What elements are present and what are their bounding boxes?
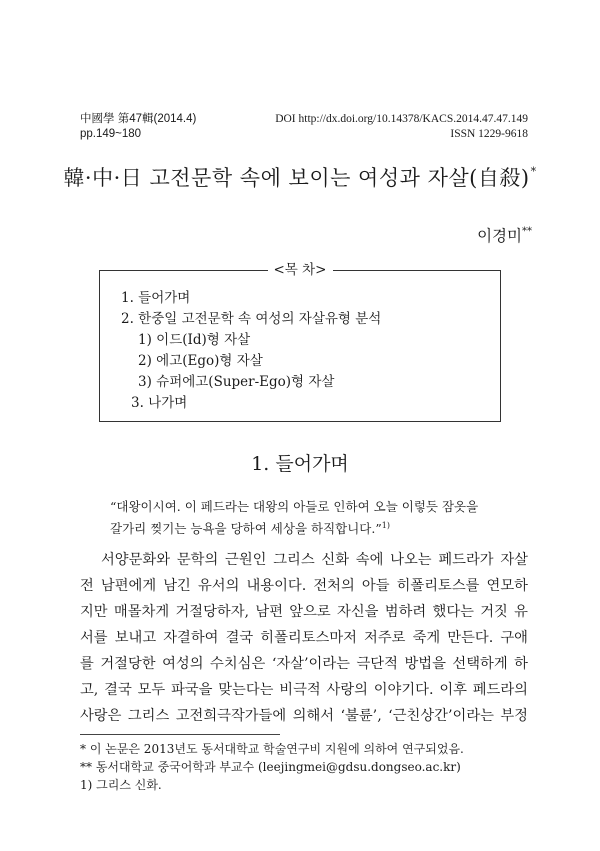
body-line: 지만 매몰차게 거절당하자, 남편 앞으로 자신을 범하려 했다는 거짓 유 (80, 604, 528, 620)
body-line: 사랑은 그리스 고전희극작가들에 의해서 ‘불륜’, ‘근친상간’이라는 부정 (80, 708, 528, 724)
quote-line-text: 갈가리 찢기는 능욕을 당하여 세상을 하직합니다.” (110, 521, 382, 536)
issn-line: ISSN 1229-9618 (450, 128, 528, 140)
author-name: 이경미 (477, 227, 522, 245)
footnote: 1) 그리스 신화. (80, 778, 162, 792)
toc-title: <목 차> (0, 262, 600, 278)
body-line: 서양문화와 문학의 근원인 그리스 신화 속에 나오는 페드라가 자살 (101, 552, 528, 568)
author-footnote-mark: ** (522, 226, 532, 237)
toc-item: 2) 에고(Ego)형 자살 (138, 353, 263, 369)
body-line: 전 남편에게 남긴 유서의 내용이다. 전처의 아들 히폴리토스를 연모하 (80, 578, 528, 594)
doi-line: DOI http://dx.doi.org/10.14378/KACS.2014.47.47.149 (275, 113, 528, 125)
title-footnote-mark: * (530, 165, 537, 178)
paper-title (0, 158, 600, 192)
toc-item: 1. 들어가며 (121, 290, 191, 306)
body-line: 서를 보내고 자결하여 결국 히폴리토스마저 저주로 죽게 만든다. 구애 (80, 630, 528, 646)
page-range: pp.149~180 (80, 128, 142, 140)
section-heading: 1. 들어가며 (251, 453, 349, 475)
quote-line: “대왕이시여. 이 페드라는 대왕의 아들로 인하여 오늘 이렇듯 잠옷을 (110, 499, 479, 514)
toc-item: 3) 슈퍼에고(Super-Ego)형 자살 (138, 374, 335, 390)
body-line: 를 거절당한 여성의 수치심은 ‘자살’이라는 극단적 방법을 선택하게 하 (80, 656, 528, 672)
journal-citation: 中國學 第47輯(2014.4) (80, 113, 197, 125)
paper-title-text: 韓·中·日 고전문학 속에 보이는 여성과 자살(自殺) (63, 166, 530, 190)
author (477, 222, 532, 246)
toc-item: 1) 이드(Id)형 자살 (138, 332, 251, 348)
footnote: ** 동서대학교 중국어학과 부교수 (leejingmei@gdsu.dongseo.ac.kr) (80, 760, 461, 774)
body-line: 고, 결국 모두 파국을 맞는다는 비극적 사랑의 이야기다. 이후 페드라의 (80, 682, 528, 698)
footnote: * 이 논문은 2013년도 동서대학교 학술연구비 지원에 의하여 연구되었음. (80, 742, 464, 756)
footnote-divider (80, 734, 280, 735)
toc-item: 2. 한중일 고전문학 속 여성의 자살유형 분석 (121, 311, 382, 327)
quote-footnote-mark: 1) (381, 521, 390, 530)
quote-line (110, 516, 530, 538)
toc-item: 3. 나가며 (131, 395, 188, 411)
